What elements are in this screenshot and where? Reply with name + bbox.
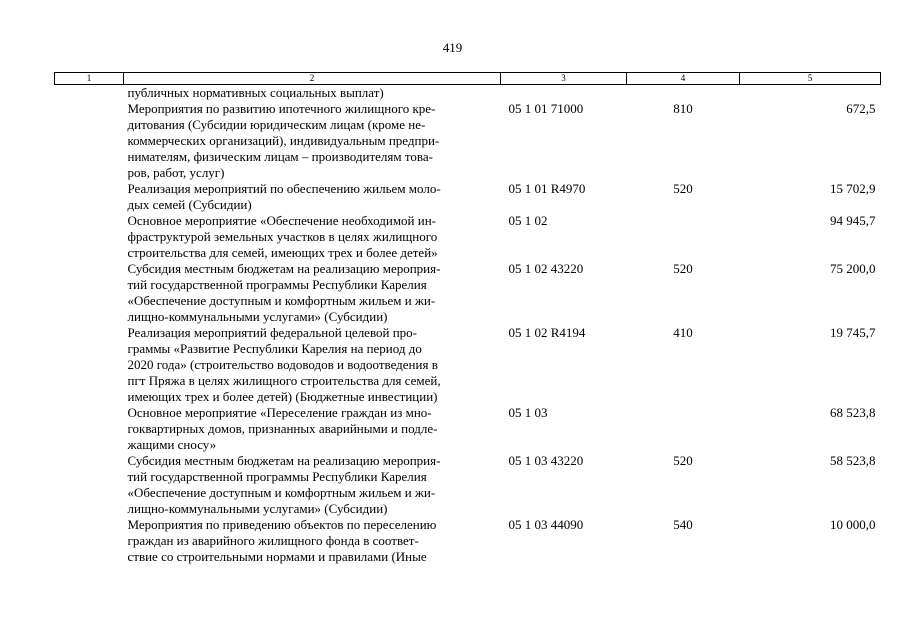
header-col-2: 2 (124, 73, 501, 85)
row-expense-type (627, 405, 740, 453)
row-expense-type (627, 85, 740, 102)
row-code: 05 1 02 43220 (508, 261, 584, 276)
row-col-1 (55, 85, 124, 102)
row-expense-type: 540 (673, 517, 693, 532)
row-expense-type (627, 213, 740, 261)
row-sum: 58 523,8 (830, 453, 876, 468)
row-name: Мероприятия по развитию ипотечного жилищного кре- дитования (Субсидии юридическим лицам (кроме не- коммерческих организаций), индивидуальным предпри- нимателям, физическим лицам – производителям това- ров, работ, услуг) (127, 101, 440, 180)
row-col-1 (55, 261, 124, 325)
row-expense-type: 520 (673, 261, 693, 276)
row-expense-type: 520 (673, 453, 693, 468)
row-sum (740, 85, 881, 102)
row-code: 05 1 01 R4970 (508, 181, 586, 196)
table-row (55, 213, 881, 261)
table-row (55, 181, 881, 213)
row-expense-type: 520 (673, 181, 693, 196)
header-col-1: 1 (55, 73, 124, 85)
row-name: Основное мероприятие «Переселение граждан из мно- гоквартирных домов, признанных аварийными и подле- жащими сносу» (127, 405, 438, 452)
row-col-1 (55, 453, 124, 517)
row-sum: 19 745,7 (830, 325, 876, 340)
table-row (55, 325, 881, 405)
table-row (55, 405, 881, 453)
row-name: Реализация мероприятий федеральной целевой про- граммы «Развитие Республики Карелия на период до 2020 года» (строительство водоводов и водоотведения в пгт Пряжа в целях жилищного строительства для семей, имеющих трех и более детей) (Бюджетные инвестиции) (127, 325, 441, 404)
table-row (55, 453, 881, 517)
page-number: 419 (442, 40, 463, 55)
table-row (55, 517, 881, 565)
row-name: Основное мероприятие «Обеспечение необходимой ин- фраструктурой земельных участков в целях жилищного строительства для семей, имеющих трех и более детей» (127, 213, 438, 260)
row-col-1 (55, 181, 124, 213)
row-sum: 10 000,0 (830, 517, 876, 532)
row-name: публичных нормативных социальных выплат) (127, 85, 384, 100)
row-col-1 (55, 101, 124, 181)
row-name: Реализация мероприятий по обеспечению жильем моло- дых семей (Субсидии) (127, 181, 441, 212)
table-row (55, 85, 881, 102)
row-name: Субсидия местным бюджетам на реализацию мероприя- тий государственной программы Республики Карелия «Обеспечение доступным и комфортным жильем и жи- лищно-коммунальными услугами» (Субсидии) (127, 453, 441, 516)
row-code: 05 1 03 (508, 405, 548, 420)
row-sum: 68 523,8 (830, 405, 876, 420)
row-sum: 672,5 (846, 101, 876, 116)
row-code: 05 1 01 71000 (508, 101, 584, 116)
header-col-5: 5 (740, 73, 881, 85)
table-body (55, 85, 881, 566)
row-expense-type: 410 (673, 325, 693, 340)
row-sum: 15 702,9 (830, 181, 876, 196)
header-col-3: 3 (501, 73, 627, 85)
row-expense-type: 810 (673, 101, 693, 116)
budget-table (54, 72, 881, 565)
header-col-4: 4 (627, 73, 740, 85)
row-code: 05 1 03 44090 (508, 517, 584, 532)
row-sum: 94 945,7 (830, 213, 876, 228)
row-sum: 75 200,0 (830, 261, 876, 276)
header-row (55, 73, 881, 85)
row-code: 05 1 02 (508, 213, 548, 228)
row-code: 05 1 02 R4194 (508, 325, 586, 340)
row-name: Субсидия местным бюджетам на реализацию мероприя- тий государственной программы Республики Карелия «Обеспечение доступным и комфортным жильем и жи- лищно-коммунальными услугами» (Субсидии) (127, 261, 441, 324)
table-row (55, 261, 881, 325)
row-col-1 (55, 405, 124, 453)
row-col-1 (55, 213, 124, 261)
table-header (55, 73, 881, 85)
table-row (55, 101, 881, 181)
row-code: 05 1 03 43220 (508, 453, 584, 468)
row-code (501, 85, 627, 102)
row-name: Мероприятия по приведению объектов по переселению граждан из аварийного жилищного фонда в соответ- ствие со строительными нормами и правилами (Иные (127, 517, 437, 564)
row-col-1 (55, 517, 124, 565)
row-col-1 (55, 325, 124, 405)
